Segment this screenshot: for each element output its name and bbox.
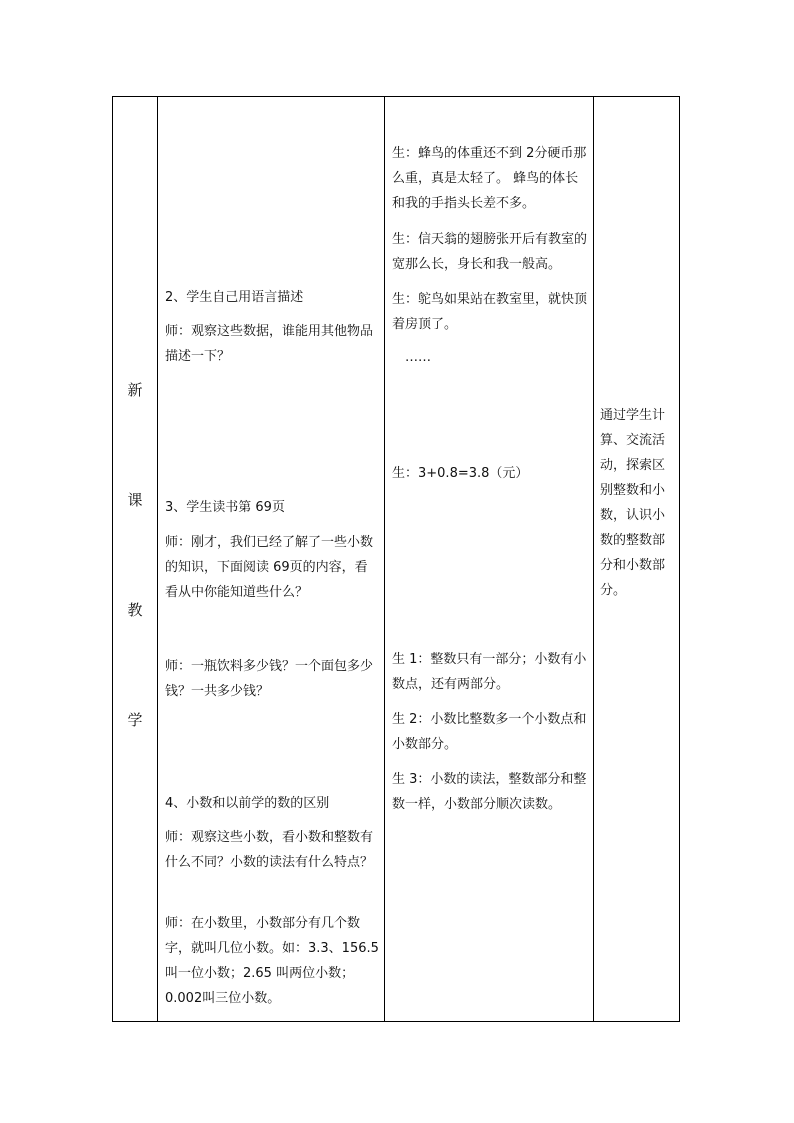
step-4-title: 4、小数和以前学的数的区别 bbox=[165, 796, 330, 811]
step-3-teacher-question: 师：一瓶饮料多少钱？一个面包多少钱？一共多少钱？ bbox=[165, 659, 374, 699]
student-answer: 生 2：小数比整数多一个小数点和小数部分。 bbox=[392, 712, 587, 752]
lesson-table bbox=[112, 96, 680, 1022]
step-2-title: 2、学生自己用语言描述 bbox=[165, 290, 304, 305]
step-3-teacher-prompt: 师：刚才，我们已经了解了一些小数的知识，下面阅读 69页的内容，看看从中你能知道些什么？ bbox=[165, 535, 374, 600]
step-4-teacher-prompt: 师：观察这些小数，看小数和整数有什么不同？小数的读法有什么特点？ bbox=[165, 830, 374, 870]
step-2-teacher-prompt: 师：观察这些数据，谁能用其他物品描述一下？ bbox=[165, 324, 374, 364]
student-answer: 生 3：小数的读法，整数部分和整数一样，小数部分顺次读数。 bbox=[392, 772, 587, 812]
student-answer: 生：信天翁的翅膀张开后有教室的宽那么长，身长和我一般高。 bbox=[392, 232, 588, 272]
section-label-char: 课 bbox=[127, 491, 143, 509]
student-answer: 生：3+0.8=3.8（元） bbox=[392, 466, 529, 481]
step-4-teacher-explanation: 师：在小数里，小数部分有几个数字，就叫几位小数。如：3.3、156.5叫一位小数；2.65 叫两位小数；0.002叫三位小数。 bbox=[165, 916, 379, 1006]
section-label-char: 新 bbox=[127, 381, 143, 399]
student-answer: 生：鸵鸟如果站在教室里，就快顶着房顶了。 bbox=[392, 292, 588, 332]
section-label-char: 学 bbox=[127, 711, 143, 729]
section-label-char: 教 bbox=[127, 601, 143, 619]
student-answer: 生 1：整数只有一部分；小数有小数点，还有两部分。 bbox=[392, 652, 587, 692]
column-divider bbox=[593, 97, 594, 1021]
design-intent: 通过学生计算、交流活动，探索区别整数和小数，认识小数的整数部分和小数部分。 bbox=[600, 408, 666, 598]
column-divider bbox=[384, 97, 385, 1021]
step-3-title: 3、学生读书第 69页 bbox=[165, 500, 285, 515]
ellipsis: …… bbox=[405, 350, 431, 365]
student-answer: 生：蜂鸟的体重还不到 2分硬币那么重，真是太轻了。 蜂鸟的体长和我的手指头长差不多。 bbox=[392, 146, 587, 211]
column-divider bbox=[157, 97, 158, 1021]
